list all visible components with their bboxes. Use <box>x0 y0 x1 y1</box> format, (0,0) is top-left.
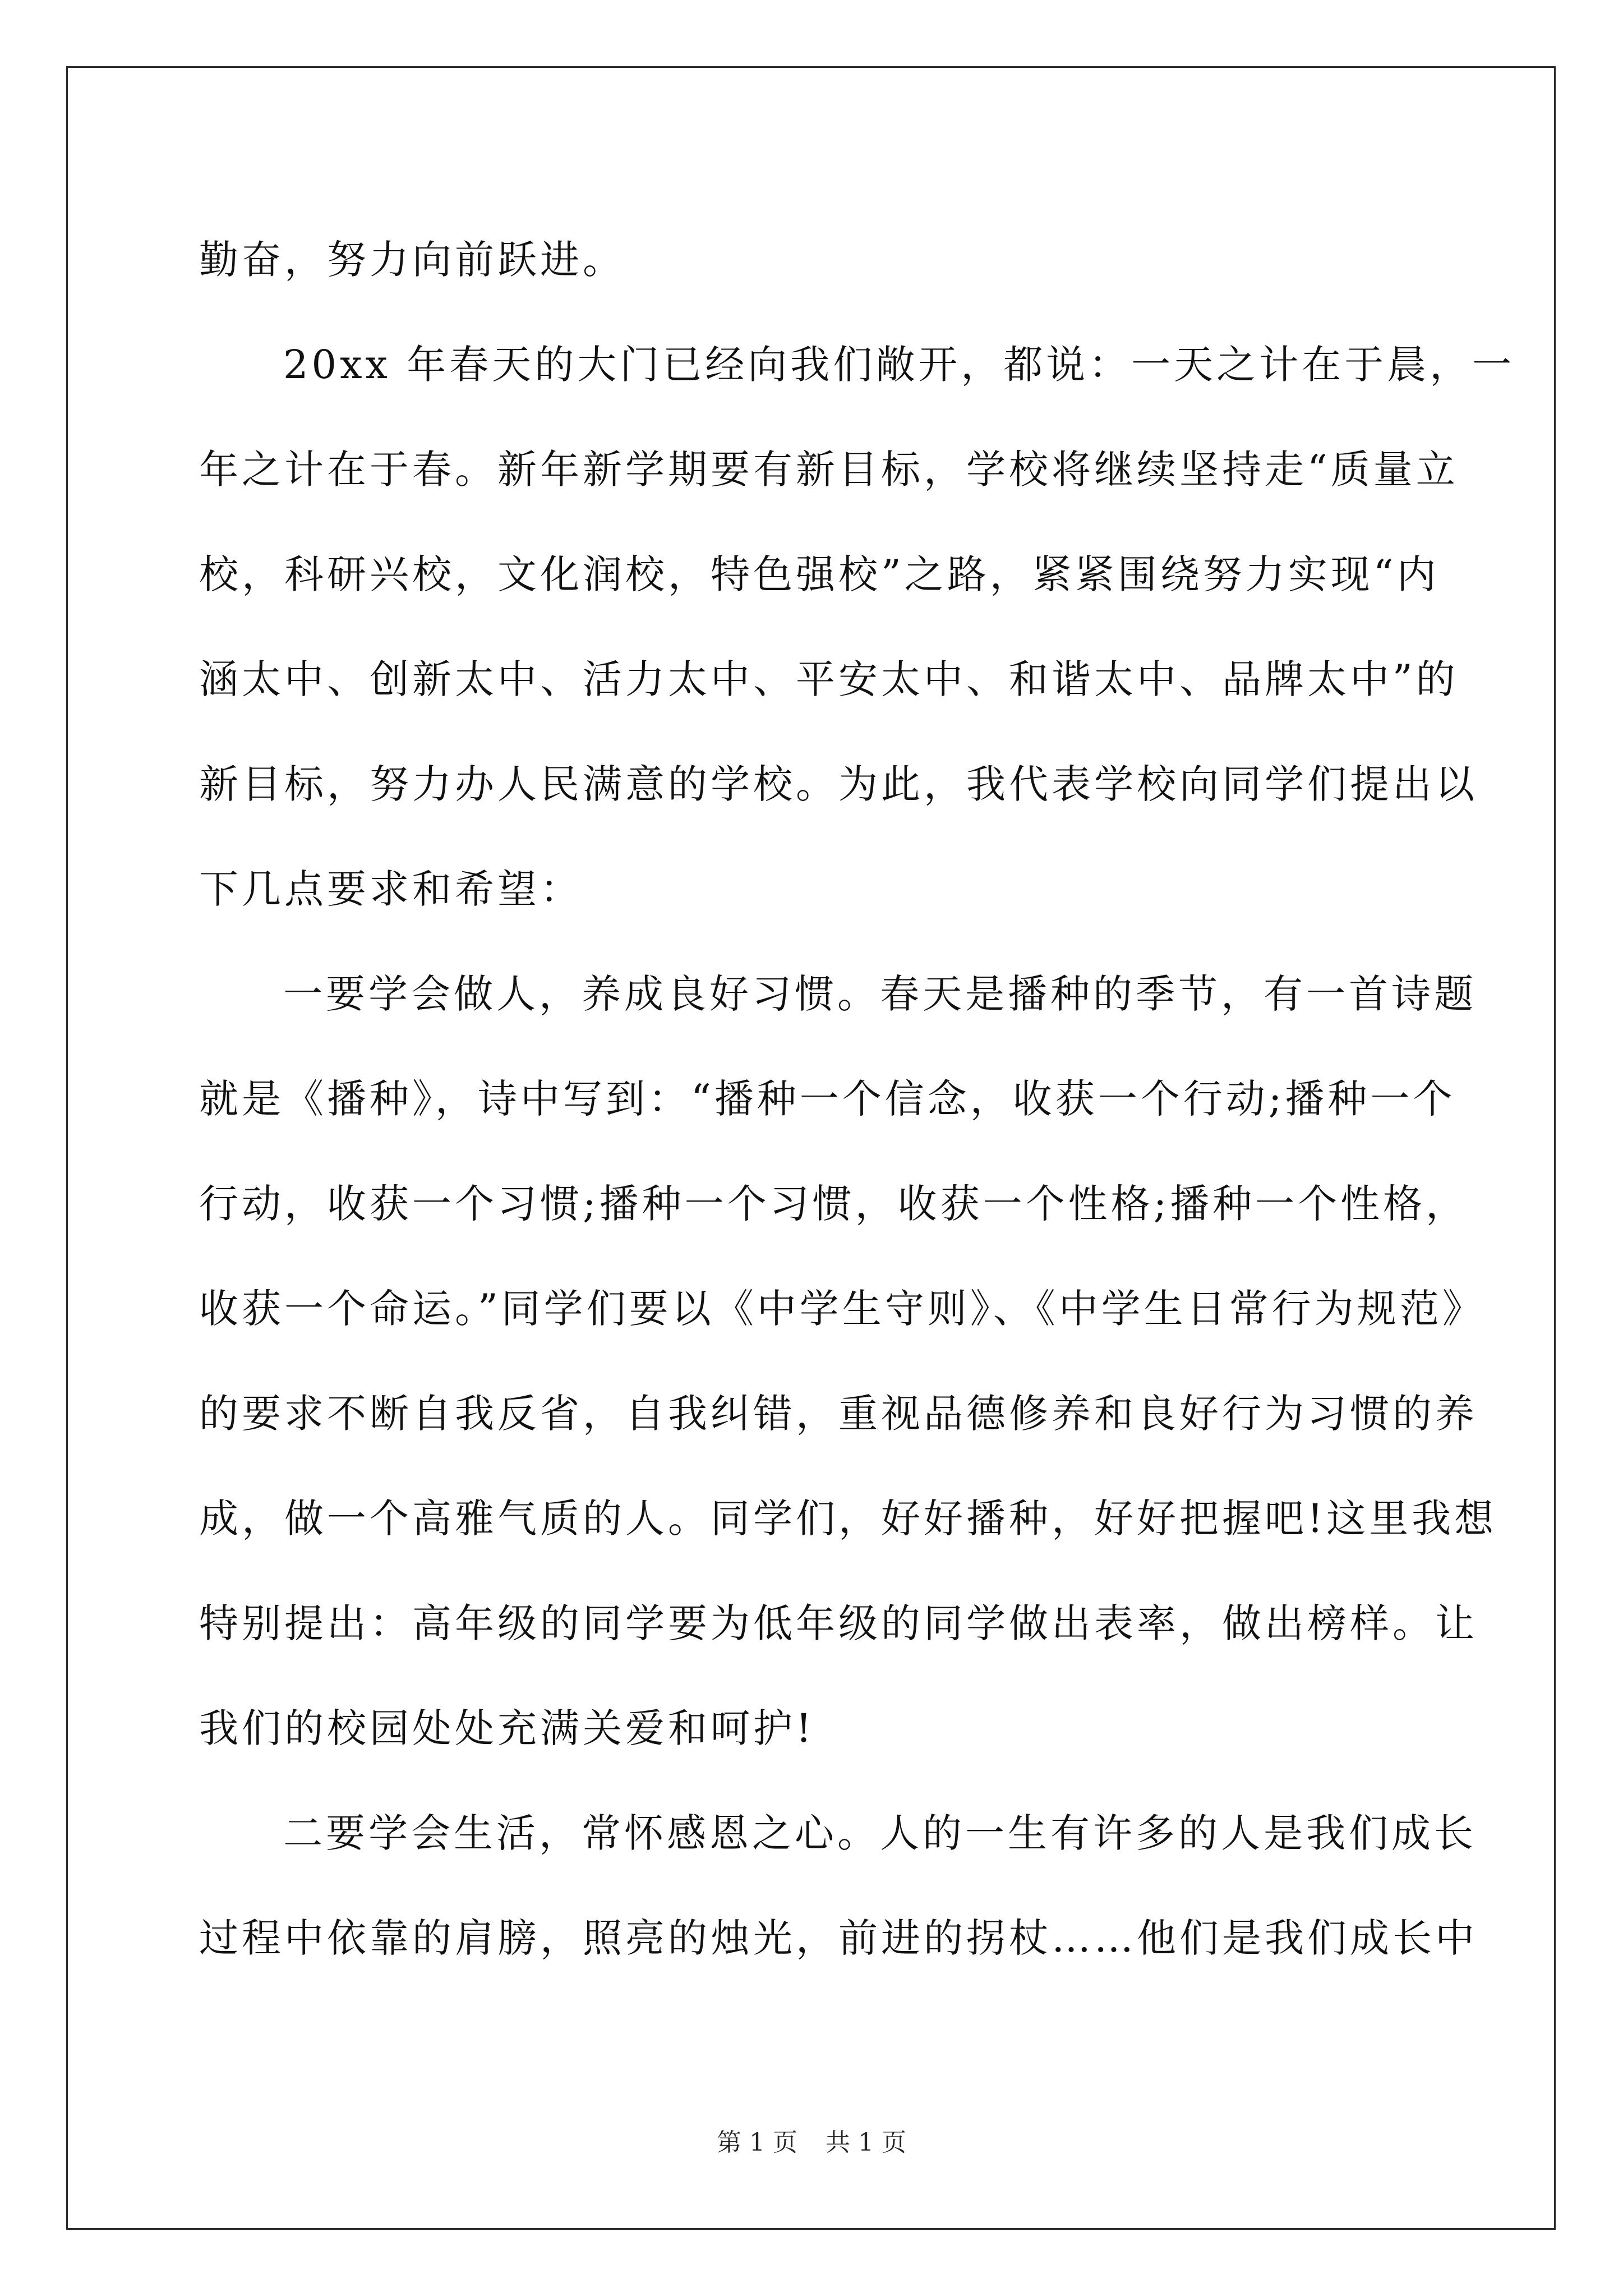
page-number: 第 1 页 <box>717 2128 797 2157</box>
document-body <box>199 208 1515 1991</box>
text-line: 校，科研兴校，文化润校，特色强校”之路，紧紧围绕努力实现“内 <box>199 551 1440 597</box>
text-line: 就是《播种》，诗中写到：“播种一个信念，收获一个行动;播种一个 <box>199 1076 1456 1122</box>
text-line: 下几点要求和希望： <box>199 866 583 912</box>
text-line: 勤奋，努力向前跃进。 <box>199 237 625 283</box>
text-line: 我们的校园处处充满关爱和呵护! <box>199 1705 815 1751</box>
text-line: 成，做一个高雅气质的人。同学们，好好播种，好好把握吧!这里我想 <box>199 1496 1497 1542</box>
text-line: 一要学会做人，养成良好习惯。春天是播种的季节，有一首诗题 <box>283 971 1477 1017</box>
text-line: 新目标，努力办人民满意的学校。为此，我代表学校向同学们提出以 <box>199 761 1478 807</box>
text-line: 的要求不断自我反省，自我纠错，重视品德修养和良好行为习惯的养 <box>199 1391 1478 1437</box>
page-total: 共 1 页 <box>826 2128 906 2157</box>
text-line: 年之计在于春。新年新学期要有新目标，学校将继续坚持走“质量立 <box>199 447 1459 493</box>
text-line: 特别提出：高年级的同学要为低年级的同学做出表率，做出榜样。让 <box>199 1600 1478 1646</box>
text-line: 二要学会生活，常怀感恩之心。人的一生有许多的人是我们成长 <box>283 1810 1477 1856</box>
text-line: 过程中依靠的肩膀，照亮的烛光，前进的拐杖……他们是我们成长中 <box>199 1915 1478 1961</box>
text-line: 涵太中、创新太中、活力太中、平安太中、和谐太中、品牌太中”的 <box>199 656 1459 702</box>
text-line: 行动，收获一个习惯;播种一个习惯，收获一个性格;播种一个性格， <box>199 1181 1469 1227</box>
text-line: 20xx 年春天的大门已经向我们敞开，都说：一天之计在于晨，一 <box>283 342 1515 388</box>
text-line: 收获一个命运。”同学们要以《中学生守则》、《中学生日常行为规范》 <box>199 1286 1485 1332</box>
page-footer <box>0 2126 1623 2160</box>
